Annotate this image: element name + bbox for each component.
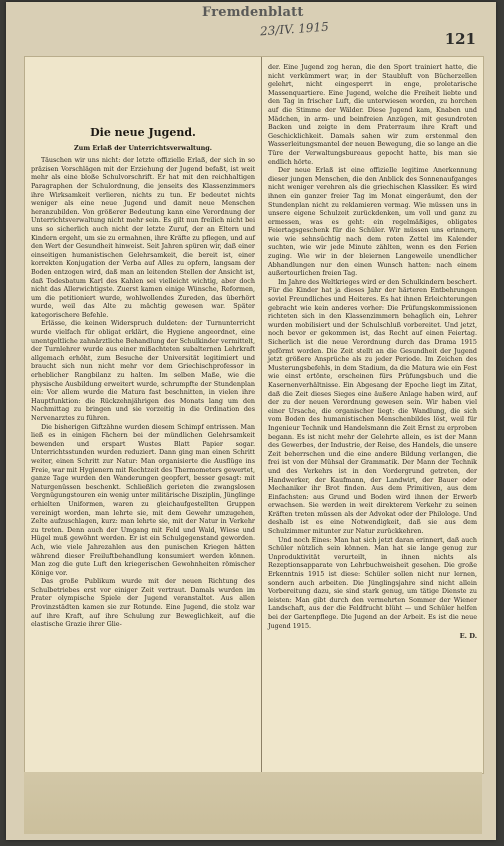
article-column-right xyxy=(261,57,483,773)
paragraph: Erlässe, die keinen Widerspruch duldeten: der Turnunterricht wurde vielfach für obligat erklärt, die Hygiene angeordnet, eine unentgeltliche zahnärztliche Behandlung der Schulkinder vermittelt, der Turnlehrer wurde aus einer mißachteten subalternen Lehrkraft allgemach erhöht, zum Besuche der Universität legitimiert und braucht sich nun nicht mehr vor dem Griechischprofessor in erheblicher Rangbilanz zu halten. Im selben Maße, wie die physische Ausbildung erweitert wurde, schrumpfte der Stundenplan ein: Vor allem wurde die Matura fast beschnitten, in vielen ihre Hauptfunktion: die Rückzehnjährigen des Monats lang um den Nachmittag zu bringen und sie vorzeitig in die Ordination des Nervenarztes zu führen. xyxy=(31,319,255,422)
blank-page-area xyxy=(24,772,482,834)
paragraph: Das große Publikum wurde mit der neuen Richtung des Schulbetriebes erst vor einiger Zeit vertraut. Damals wurden im Prater olympische Spiele der Jugend veranstaltet. Aus allen Provinzstädten kamen sie zur Rotunde. Eine Jugend, die stolz war auf ihre Kraft, auf ihre Schulung zur Beweglichkeit, auf die elastische Grazie ihrer Glie- xyxy=(31,577,255,629)
author-signature: E. D. xyxy=(459,632,477,641)
paragraph: der. Eine Jugend zog heran, die den Sport trainiert hatte, die nicht verkümmert war, in der Staubluft von Bücherzellen gelehrt, nicht eingesperrt in enge, proletarische Massenquartiere. Eine Jugend, welche die Freiheit liebte und den Tag in frischer Luft, die unterwiesen worden, zu horchen auf die Stimme der Wälder. Diese Jugend kam, Knaben und Mädchen, in arm- und beinfreien Anzügen, mit gesundroten Backen und zeigte in dem Praterraum ihre Kraft und Geschicklichkeit. Damals sahen wir zum erstenmal den Wasserleitungsmantel der neuen Bewegung, die so lange an die Türe der Verwaltungsbureaus gepocht hatte, bis man sie endlich hörte. xyxy=(268,63,477,166)
scrapbook-page xyxy=(6,2,496,840)
paragraph: Im Jahre des Weltkrieges wird er den Schulkindern beschert. Für die Kinder hat ja dieses Jahr der härteren Entbehrungen soviel Freundliches und Heiteres. Es hat ihnen Erleichterungen gebracht wie kein anderes vorher: Die Prüfungskommissionen richteten sich in den Klassenzimmern behaglich ein, Lehrer wurden mobilisiert und der Schulschluß vorbereitet. Und jetzt, noch bevor er gekommen ist, das Recht auf einen Feiertag. Sicherlich ist die neue Verordnung durch das Drama 1915 geförmt worden. Die Zeit stellt an die Gesundheit der Jugend jetzt größere Ansprüche als zu jeder Periode. Im Zeichen des Musterungsbefehls, in dem Stadium, da die Matura wie ein Fest wie einst ertönte, erscheinen fürs Prüfungsbuch und die Kasernenverhältnisse. Ein Abgesang der Epoche liegt im Zitat, daß die Zeit dieses Sieges eine äußere Anlage haben wird, auf der zu der neuen Verordnung gewesen sein. Wir haben viel einer Ursache, die organischer liegt: die Wandlung, die sich vom Boden des humanistischen Menschenbildes löst, weil für Ingenieur Technik und Handelsmann die Zeit Ernst zu erproben begann. Es ist nicht mehr der Gelehrte allein, es ist der Mann des Gewerbes, der Industrie, der Reise, des Handels, die unsere Zeit beherrschen und die eine andere Bildung verlangen, die frei ist von der Mühsal der Grammatik. Der Mann der Technik und des Verkehrs ist in den Vordergrund getreten, der Handwerker, der Kaufmann, der Landwirt, der Bauer oder Mechaniker ihr Brot finden. Aus dem Primitiven, aus dem Einfachsten: aus Grund und Boden wird ihnen der Erwerb erwachsen. Sie werden in weit direkterem Verkehr zu seinen Kräften treten müssen als der Advokat oder der Philologe. Und deshalb ist es eine Notwendigkeit, daß sie aus dem Schulzimmer mitunter zur Natur zurückkehren. xyxy=(268,277,477,536)
paragraph: Täuschen wir uns nicht: der letzte offizielle Erlaß, der sich in so präzisen Vorschlägen mit der Erziehung der Jugend befaßt, ist weit mehr als eine bloße Schulvorschrift. Er hat mit den reichhaltigen Paragraphen der Schulordnung, die jenseits des Klassenzimmers ihre Wirksamkeit verlieren, nichts zu tun. Er bedeutet nichts weniger als eine neue Jugend und damit neue Menschen heranzubilden. Von größerer Bedeutung kann eine Verordnung der Unterrichtsverwaltung nicht mehr sein. Es gilt nun freilich nicht bei uns so sicherlich auch nicht der letzte Zuruf, der an Eltern und Kindern ergeht, um sie zu ermahnen, ihre Kräfte zu pflegen, und auf den Wert der Gesundheit hinweist. Seit Jahren spüren wir, daß einer einseitigen humanistischen Gelehrsamkeit, die bereit ist, einer korrekten Konjugation der Verba auf Alles zu opfern, langsam der Boden entzogen wird, daß man an leitenden Stellen der Ansicht ist, daß Todesbatum Karl des Kahlen sei vielleicht wichtig, aber doch nicht das Allerwichtigste. Zuerst kamen einige Wünsche, Reformen, um die petitioniert wurde, wohlwollendes Zureden, das überhört wurde, weil das Alte zu mächtig gewesen war. Später kategorischere Befehle. xyxy=(31,156,255,319)
newspaper-name: Fremdenblatt xyxy=(202,5,304,20)
paragraph: Und noch Eines: Man hat sich jetzt daran erinnert, daß auch Schüler nützlich sein können. Man hat sie lange genug zur Unproduktivität verurteilt, in ihnen nichts als Rezeptionsapparate von Lehrbuchweisheit gesehen. Die große Erkenntnis 1915 ist diese: Schüler sollen nicht nur lernen, sondern auch arbeiten. Die Jünglingsjahre sind nicht allein Vorbereitung dazu, sie sind stark genug, um tätige Dienste zu leisten: Man gibt durch den vermehrten Sommer der Wiener Landschaft, aus der die Feldfrucht blüht — und Schüler helfen bei der Gartenpflege. Die Jugend an der Arbeit. Es ist die neue Jugend 1915. xyxy=(268,535,477,630)
newspaper-clipping xyxy=(24,56,484,774)
page-number: 121 xyxy=(444,30,476,48)
paragraph: Der neue Erlaß ist eine offizielle legitime Anerkennung dieser jungen Menschen, die den Anblick des Sonnenaufganges nicht weniger verehren als die griechischen Klassiker. Es wird ihnen ein ganzer freier Tag im Monat eingeräumt, den der Stundenplan nicht zu reklamieren vermag. Wie müssen uns in unsere eigene Schulzeit zurückdenken, um voll und ganz zu ermessen, was es geht: ein regelmäßiges, obligates Feiertagsgeschenk für die Schüler. Wir müssen uns erinnern, wie wie sehnsüchtig nach dem roten Zettel im Kalender suchten, wie wir jede Minute zählten, wenn es den Ferien zuging. Wie wir in der bleiernen Langeweile unendlicher Abhandlungen nur den einen Wunsch hatten: nach einem außertourlichen freien Tag. xyxy=(268,166,477,278)
article-column-left xyxy=(25,57,261,773)
handwritten-date: 23/IV. 1915 xyxy=(259,19,330,39)
paragraph: Die bisherigen Giftzähne wurden diesem Schimpf entrissen. Man ließ es in einigen Fächern bei der mündlichen Gelehrsamkeit bewenden und erspart Wustes Blatt Papier sogar. Unterrichtsstunden wurden reduziert. Dann ging man einen Schritt weiter, einen Schritt zur Natur: Man organisierte die Ausflüge ins Freie, war mit Hygienern mit Rechtzeit des Thermometers gewertet, ganze Tage wurden den Wanderungen geopfert, besser gesagt: mit Naturgenüssen beschenkt. Schließlich gerieten die zwangslosen Vergnügungstouren ein wenig unter militärische Disziplin, Jünglinge erhielten Uniformen, waren zu gleichaufgestellten Gruppen vereinigt worden, man lehrte sie, mit dem Gewehr umzugehen, Zelte aufzuschlagen, kurz: man lehrte sie, mit der Natur in Verkehr zu treten. Denn auch der Umgang mit Feld und Wald, Wiese und Hügel muß gewöhnt werden. Er ist ein Schulgegenstand geworden. Ach, wie viele Jahrezahlen aus den punischen Kriegen hätten während dieser Freiluftbehandlung konsumiert werden können. Man zog die gute Luft den kriegerischen Gewohnheiten römischer Könige vor. xyxy=(31,422,255,577)
article-subtitle: Zum Erlaß der Unterrichtsverwaltung. xyxy=(74,143,212,152)
article-title: Die neue Jugend. xyxy=(90,126,196,139)
